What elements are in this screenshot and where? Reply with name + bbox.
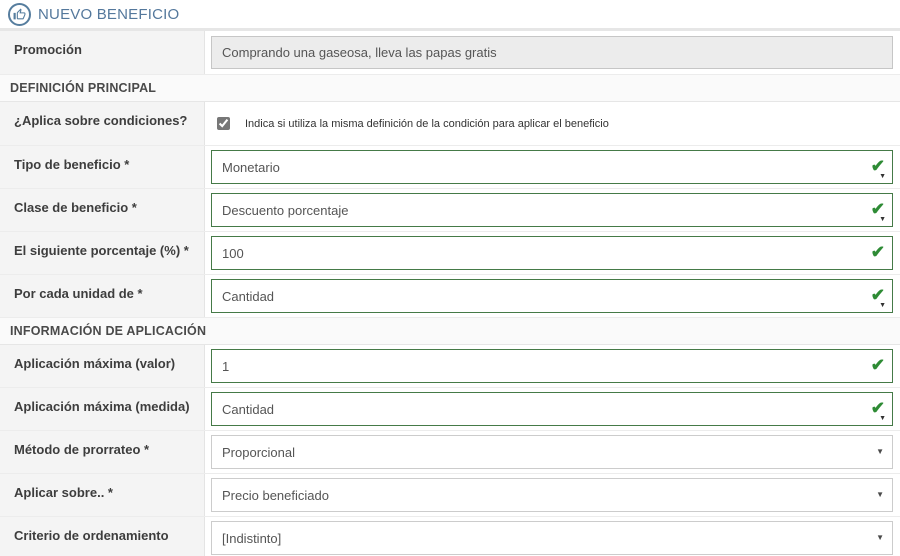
control-value: Proporcional bbox=[222, 444, 295, 460]
control-value: Descuento porcentaje bbox=[222, 202, 349, 218]
section-label: INFORMACIÓN DE APLICACIÓN bbox=[10, 324, 207, 338]
field-control-cell bbox=[205, 232, 900, 274]
control-value: 100 bbox=[222, 245, 244, 261]
thumbs-up-icon bbox=[8, 3, 31, 26]
control-value: Precio beneficiado bbox=[222, 487, 329, 503]
form-row-tipo-de-beneficio bbox=[0, 146, 900, 189]
field-control-cell bbox=[205, 388, 900, 430]
select-arrow-icon: ▼ bbox=[879, 302, 886, 309]
field-label: Criterio de ordenamiento bbox=[14, 528, 169, 543]
valid-check-icon: ✔ bbox=[870, 156, 885, 176]
valid-check-icon: ✔ bbox=[870, 285, 885, 305]
field-control-cell bbox=[205, 431, 900, 473]
valid-check-icon: ✔ bbox=[870, 398, 885, 418]
aplicacion-maxima-medida-select[interactable] bbox=[211, 392, 893, 426]
form-row-aplica-sobre-condiciones bbox=[0, 102, 900, 146]
section-header bbox=[0, 75, 900, 102]
form-row-el-siguiente-porcentaje bbox=[0, 232, 900, 275]
form-row-aplicacion-maxima-valor bbox=[0, 345, 900, 388]
field-label: ¿Aplica sobre condiciones? bbox=[14, 113, 188, 128]
field-control-cell bbox=[205, 31, 900, 74]
control-value: Comprando una gaseosa, lleva las papas gratis bbox=[222, 45, 497, 60]
field-label: Aplicación máxima (medida) bbox=[14, 399, 190, 414]
el-siguiente-porcentaje-input[interactable] bbox=[211, 236, 893, 270]
field-label-cell bbox=[0, 31, 205, 74]
field-label-cell bbox=[0, 275, 205, 317]
section-header bbox=[0, 318, 900, 345]
field-control-cell bbox=[205, 517, 900, 556]
select-arrow-icon: ▼ bbox=[879, 173, 886, 180]
criterio-de-ordenamiento-select[interactable] bbox=[211, 521, 893, 555]
section-label: DEFINICIÓN PRINCIPAL bbox=[10, 81, 157, 95]
control-value: Cantidad bbox=[222, 288, 275, 304]
field-label: Clase de beneficio * bbox=[14, 200, 137, 215]
field-control-cell bbox=[205, 474, 900, 516]
page-title: NUEVO BENEFICIO bbox=[38, 5, 180, 23]
field-label-cell bbox=[0, 232, 205, 274]
form-row-clase-de-beneficio bbox=[0, 189, 900, 232]
field-label: Tipo de beneficio * bbox=[14, 157, 130, 172]
control-value: 1 bbox=[222, 358, 230, 374]
por-cada-unidad-de-select[interactable] bbox=[211, 279, 893, 313]
select-arrow-icon: ▼ bbox=[879, 216, 886, 223]
valid-check-icon: ✔ bbox=[870, 242, 885, 262]
field-control-cell bbox=[205, 189, 900, 231]
benefit-form bbox=[0, 31, 900, 556]
field-control-cell bbox=[205, 345, 900, 387]
tipo-de-beneficio-select[interactable] bbox=[211, 150, 893, 184]
clase-de-beneficio-select[interactable] bbox=[211, 193, 893, 227]
field-label: Aplicar sobre.. * bbox=[14, 485, 113, 500]
field-label-cell bbox=[0, 431, 205, 473]
form-row-por-cada-unidad-de bbox=[0, 275, 900, 318]
metodo-de-prorrateo-select[interactable] bbox=[211, 435, 893, 469]
select-arrow-icon: ▼ bbox=[876, 447, 884, 456]
form-row-metodo-de-prorrateo bbox=[0, 431, 900, 474]
field-control-cell bbox=[205, 275, 900, 317]
valid-check-icon: ✔ bbox=[870, 355, 885, 375]
select-arrow-icon: ▼ bbox=[879, 415, 886, 422]
field-label: Aplicación máxima (valor) bbox=[14, 356, 176, 371]
field-label-cell bbox=[0, 102, 205, 145]
select-arrow-icon: ▼ bbox=[876, 533, 884, 542]
valid-check-icon: ✔ bbox=[870, 199, 885, 219]
field-label-cell bbox=[0, 388, 205, 430]
control-value: [Indistinto] bbox=[222, 530, 282, 546]
select-arrow-icon: ▼ bbox=[876, 490, 884, 499]
promocion-input bbox=[211, 36, 893, 69]
aplicar-sobre-select[interactable] bbox=[211, 478, 893, 512]
aplica-sobre-condiciones-checkbox[interactable] bbox=[217, 117, 230, 130]
field-label: Por cada unidad de * bbox=[14, 286, 143, 301]
form-row-promocion bbox=[0, 31, 900, 75]
field-label-cell bbox=[0, 474, 205, 516]
aplicacion-maxima-valor-input[interactable] bbox=[211, 349, 893, 383]
form-row-aplicar-sobre bbox=[0, 474, 900, 517]
aplica-sobre-condiciones-checkbox-group bbox=[211, 117, 609, 130]
field-label-cell bbox=[0, 189, 205, 231]
checkbox-help-text: Indica si utiliza la misma definición de la condición para aplicar el beneficio bbox=[245, 117, 609, 130]
field-label: El siguiente porcentaje (%) * bbox=[14, 243, 189, 258]
field-control-cell bbox=[205, 102, 900, 145]
form-row-criterio-de-ordenamiento bbox=[0, 517, 900, 556]
field-label: Método de prorrateo * bbox=[14, 442, 150, 457]
form-row-aplicacion-maxima-medida bbox=[0, 388, 900, 431]
field-label: Promoción bbox=[14, 42, 82, 57]
field-label-cell bbox=[0, 517, 205, 556]
control-value: Cantidad bbox=[222, 401, 275, 417]
field-control-cell bbox=[205, 146, 900, 188]
control-value: Monetario bbox=[222, 159, 280, 175]
page-header bbox=[0, 0, 900, 31]
field-label-cell bbox=[0, 146, 205, 188]
field-label-cell bbox=[0, 345, 205, 387]
